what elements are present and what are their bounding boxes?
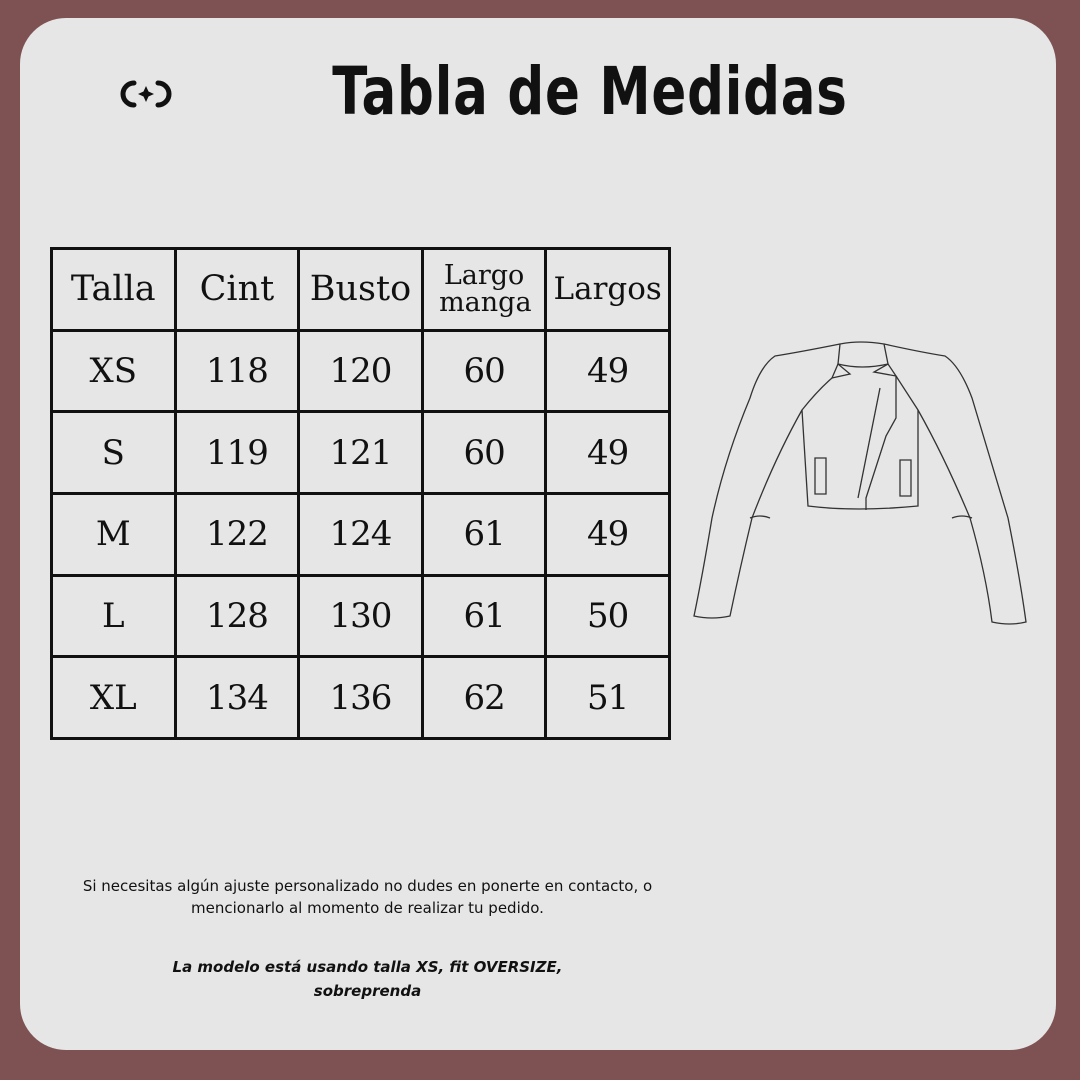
largo-manga-cell: 60 xyxy=(422,330,546,412)
busto-cell: 120 xyxy=(299,330,423,412)
busto-cell: 130 xyxy=(299,575,423,657)
cint-cell: 128 xyxy=(175,575,299,657)
table-header-row xyxy=(52,249,670,331)
cint-cell: 118 xyxy=(175,330,299,412)
table-row xyxy=(52,330,670,412)
largos-cell: 49 xyxy=(546,412,670,494)
cint-cell: 119 xyxy=(175,412,299,494)
size-cell: L xyxy=(52,575,176,657)
cint-cell: 134 xyxy=(175,657,299,739)
table-row xyxy=(52,412,670,494)
largos-cell: 51 xyxy=(546,657,670,739)
custom-fit-note: Si necesitas algún ajuste personalizado no dudes en ponerte en contacto, o mencionarlo al momento de realizar tu pedido. xyxy=(82,877,653,917)
busto-cell: 124 xyxy=(299,493,423,575)
busto-cell: 136 xyxy=(299,657,423,739)
size-cell: XL xyxy=(52,657,176,739)
page-title: Tabla de Medidas xyxy=(332,53,848,130)
table-row xyxy=(52,657,670,739)
header-cint: Cint xyxy=(175,249,299,331)
largos-cell: 50 xyxy=(546,575,670,657)
table-row xyxy=(52,493,670,575)
header-largo-manga: Largo manga xyxy=(422,249,546,331)
size-cell: M xyxy=(52,493,176,575)
largo-manga-cell: 60 xyxy=(422,412,546,494)
busto-cell: 121 xyxy=(299,412,423,494)
header-busto: Busto xyxy=(299,249,423,331)
header-talla: Talla xyxy=(52,249,176,331)
table-row xyxy=(52,575,670,657)
header-largos: Largos xyxy=(546,249,670,331)
size-cell: S xyxy=(52,412,176,494)
model-size-note: La modelo está usando talla XS, fit OVERSIZE, sobreprenda xyxy=(172,958,563,1000)
cint-cell: 122 xyxy=(175,493,299,575)
largos-cell: 49 xyxy=(546,330,670,412)
largos-cell: 49 xyxy=(546,493,670,575)
size-cell: XS xyxy=(52,330,176,412)
cropped-jacket-sketch-icon xyxy=(690,338,1030,628)
largo-manga-cell: 61 xyxy=(422,575,546,657)
largo-manga-cell: 62 xyxy=(422,657,546,739)
largo-manga-cell: 61 xyxy=(422,493,546,575)
size-table xyxy=(50,247,671,740)
